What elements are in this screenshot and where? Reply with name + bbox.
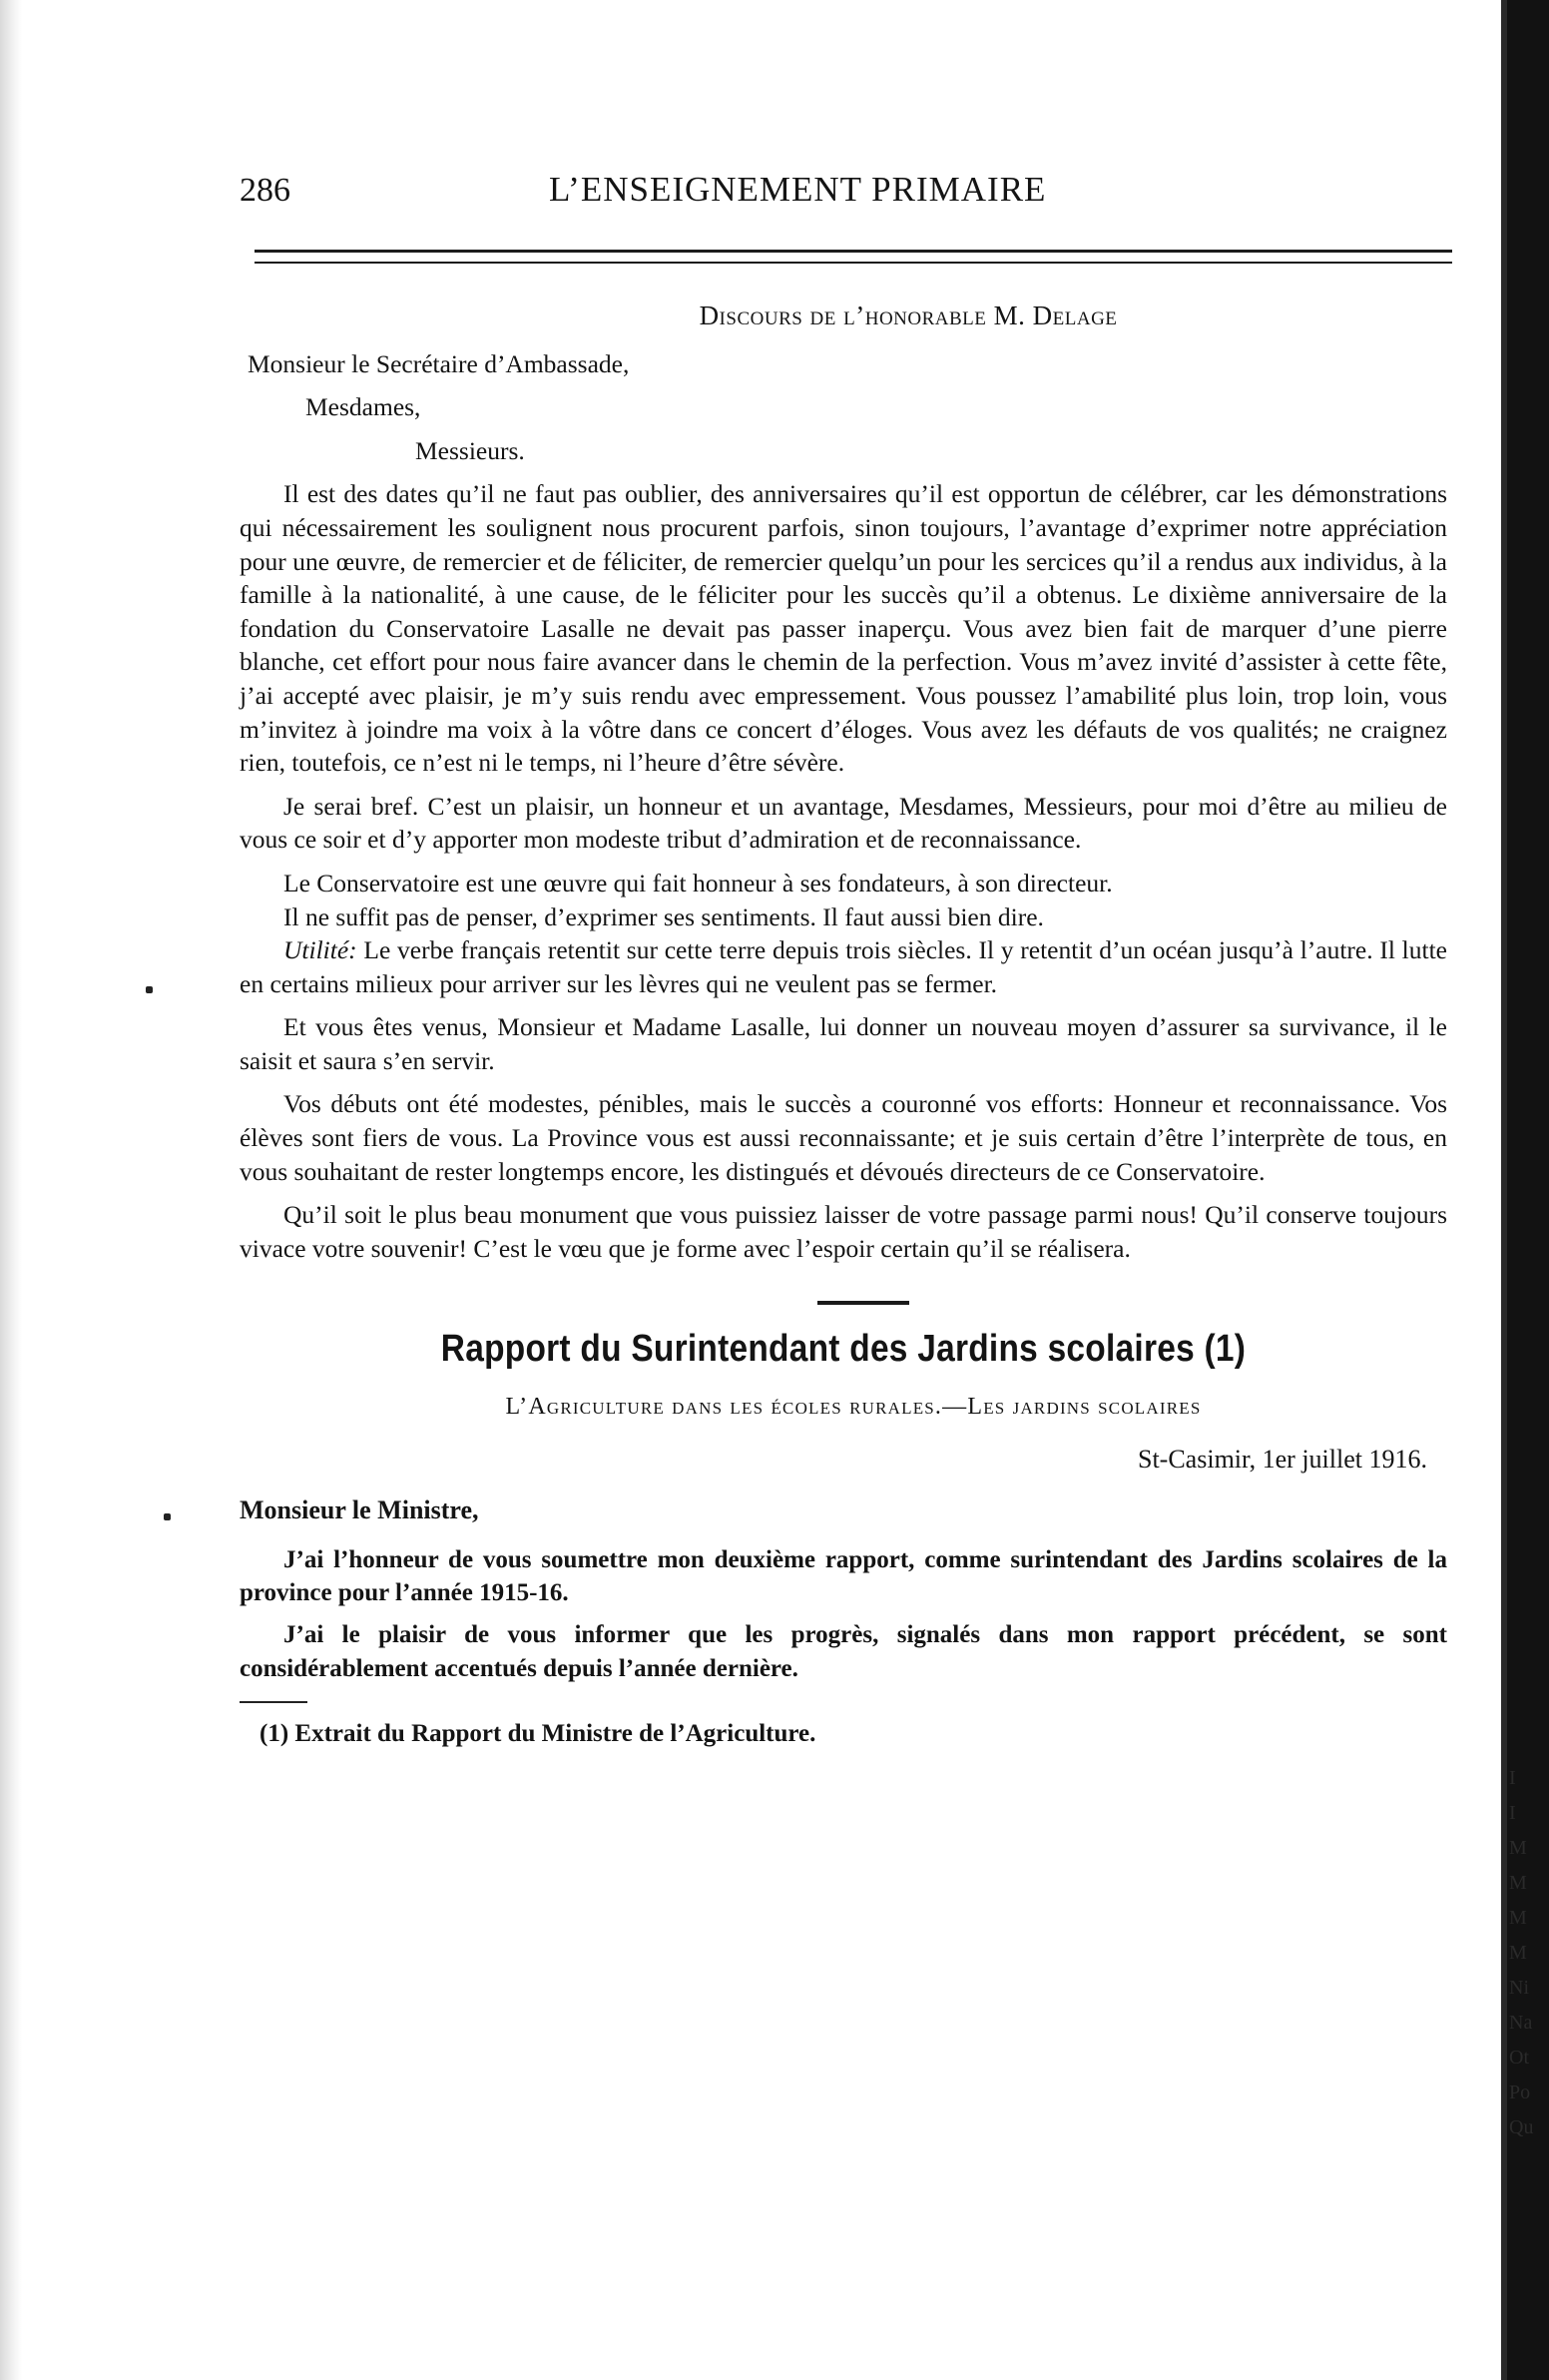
page-header — [240, 170, 1452, 210]
salutation-secretaire: Monsieur le Secrétaire d’Ambassade, — [248, 348, 630, 378]
section-divider — [817, 1301, 909, 1305]
discours-paragraph-2: Je serai bref. C’est un plaisir, un honneur et un avantage, Mesdames, Messieurs, pour moi d’être au milieu de vous ce soir et d’y apporter mon modeste tribut d’admiration et de reconnaissance. — [240, 791, 1447, 855]
adjacent-page-fragment: M — [1509, 1872, 1527, 1894]
adjacent-page-fragment: M — [1509, 1837, 1527, 1859]
adjacent-page-fragment: Po — [1509, 2082, 1531, 2103]
rapport-paragraph-1: J’ai l’honneur de vous soumettre mon deuxième rapport, comme surintendant des Jardins scolaires de la province pour l’année 1915-16. — [240, 1545, 1447, 1607]
adjacent-page-fragment: I — [1509, 1767, 1516, 1789]
footnote-rule — [240, 1701, 307, 1703]
rapport-subtitle: L’Agriculture dans les écoles rurales.—Les jardins scolaires — [505, 1394, 1202, 1421]
rapport-place-date: St-Casimir, 1er juillet 1916. — [1138, 1444, 1427, 1474]
adjacent-page-fragment: Qu — [1509, 2116, 1534, 2138]
utilite-label: Utilité: — [283, 935, 357, 965]
rapport-title: Rapport du Surintendant des Jardins scolaires (1) — [440, 1328, 1247, 1371]
discours-paragraph-4: Il ne suffit pas de penser, d’exprimer ses sentiments. Il faut aussi bien dire. — [283, 901, 1044, 931]
utilite-text: Le verbe français retentit sur cette terre depuis trois siècles. Il y retentit d’un océan jusqu’à l’autre. Il lutte en certains milieux pour arriver sur les lèvres qui ne veulent pas se fermer. — [240, 935, 1447, 998]
discours-paragraph-8: Qu’il soit le plus beau monument que vous puissiez laisser de votre passage parmi nous! Qu’il conserve toujours vivace votre souvenir! C’est le vœu que je forme avec l’espoir certain qu’il se réalisera. — [240, 1200, 1447, 1263]
salutation-ministre: Monsieur le Ministre, — [240, 1495, 479, 1525]
margin-mark — [146, 986, 153, 993]
discours-paragraph-1: Il est des dates qu’il ne faut pas oublier, des anniversaires qu’il est opportun de célébrer, car les démonstrations qui nécessairement les soulignent nous procurent parfois, sinon toujours, l’avantage d’exprimer notre appréciation pour une œuvre, de remercier et de féliciter, de remercier quelqu’un pour les sercices qu’il a rendus aux individus, à la famille à la nationalité, à une cause, de le féliciter pour les succès qu’il a obtenus. Le dixième anniversaire de la fondation du Conservatoire Lasalle ne devait pas passer inaperçu. Vous avez bien fait de marquer d’une pierre blanche, cet effort pour nous faire avancer dans le chemin de la perfection. Vous m’avez invité d’assister à cette fête, j’ai accepté avec plaisir, je m’y suis rendu avec empressement. Vous poussez l’amabilité plus loin, trop loin, vous m’invitez à joindre ma voix à la vôtre dans ce concert d’éloges. Vous avez les défauts de vos qualités; ne craignez rien, toutefois, ce n’est ni le temps, ni l’heure d’être sévère. — [240, 479, 1447, 778]
salutation-messieurs: Messieurs. — [415, 435, 525, 465]
discours-paragraph-7: Vos débuts ont été modestes, pénibles, mais le succès a couronné vos efforts: Honneur et reconnaissance. Vos élèves sont fiers de vous. La Province vous est aussi reconnaissante; et je suis certain d’être l’interprète de tous, en vous souhaitant de rester longtemps encore, les distingués et dévoués directeurs de ce Conservatoire. — [240, 1089, 1447, 1186]
page-number: 286 — [240, 172, 290, 209]
adjacent-page-fragment: Na — [1509, 2012, 1533, 2034]
header-rule-top — [255, 250, 1452, 253]
margin-mark — [164, 1513, 171, 1520]
adjacent-page-fragment: Ot — [1509, 2047, 1529, 2069]
footnote: (1) Extrait du Rapport du Ministre de l’Agriculture. — [259, 1720, 816, 1748]
adjacent-page-fragment: M — [1509, 1942, 1527, 1964]
discours-paragraph-6: Et vous êtes venus, Monsieur et Madame Lasalle, lui donner un nouveau moyen d’assurer sa survivance, il le saisit et saura s’en servir. — [240, 1012, 1447, 1075]
salutation-mesdames: Mesdames, — [305, 392, 421, 422]
rapport-paragraph-2: J’ai le plaisir de vous informer que les progrès, signalés dans mon rapport précédent, se sont considérablement accentués depuis l’année dernière. — [240, 1621, 1447, 1682]
adjacent-page-fragment: M — [1509, 1907, 1527, 1929]
discours-paragraph-3: Le Conservatoire est une œuvre qui fait honneur à ses fondateurs, à son directeur. — [283, 868, 1113, 897]
running-title: L’ENSEIGNEMENT PRIMAIRE — [549, 170, 1047, 209]
discours-title: Discours de l’honorable M. Delage — [699, 300, 1118, 330]
page-content — [240, 299, 1447, 1751]
adjacent-page-fragment: Ni — [1509, 1977, 1529, 1999]
adjacent-page-fragment: I — [1509, 1802, 1516, 1824]
discours-paragraph-5 — [240, 933, 1447, 1000]
header-rule-bottom — [255, 262, 1452, 264]
